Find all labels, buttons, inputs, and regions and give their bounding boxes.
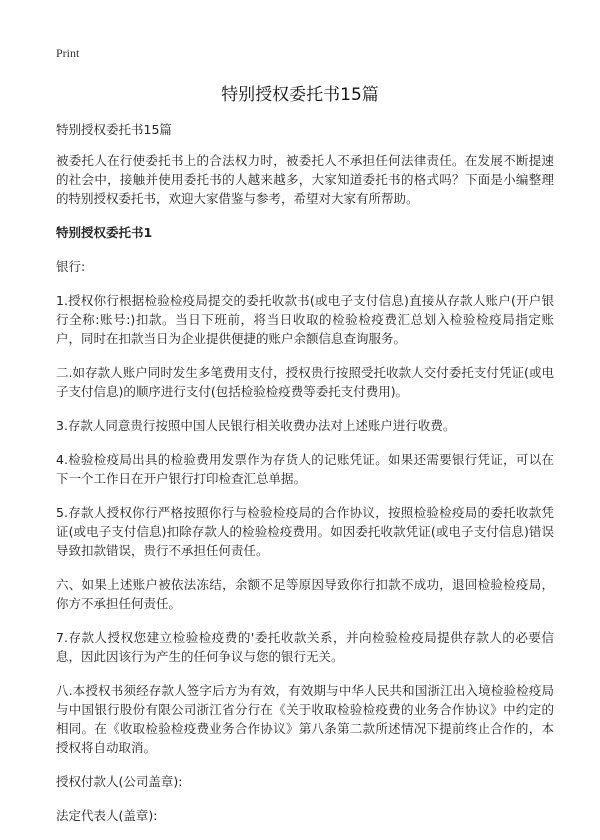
clause-paragraph: 1.授权你行根据检验检疫局提交的委托收款书(或电子支付信息)直接从存款人账户(开户银行全称:账号:)扣款。当日下班前，将当日收取的检验检疫费汇总划入检验检疫局指定账户，同时在扣款当日为企业提供便捷的账户余额信息查询服务。	[56, 293, 554, 346]
document-body	[56, 151, 554, 840]
clause-paragraph: 7.存款人授权您建立检验检疫费的'委托收款关系，并向检验检疫局提供存款人的必要信息，因此因该行为产生的任何争议与您的银行无关。	[56, 630, 554, 664]
signature-line-payer: 授权付款人(公司盖章):	[56, 774, 183, 789]
clause-paragraph: 3.存款人同意贵行按照中国人民银行相关收费办法对上述账户进行收费。	[56, 418, 456, 433]
page-title: 特别授权委托书15篇	[221, 85, 379, 105]
intro-paragraph: 被委托人在行使委托书上的合法权力时，被委托人不承担任何法律责任。在发展不断提速的社会中，接触并使用委托书的人越来越多，大家知道委托书的格式吗？下面是小编整理的特别授权委托书，欢迎大家借鉴与参考，希望对大家有所帮助。	[56, 153, 554, 206]
bank-line: 银行:	[56, 259, 86, 274]
signature-line-representative: 法定代表人(盖章):	[56, 808, 158, 823]
clause-paragraph: 六、如果上述账户被依法冻结，余额不足等原因导致你行扣款不成功，退回检验检疫局，你方不承担任何责任。	[56, 577, 554, 611]
document-subtitle: 特别授权委托书15篇	[56, 122, 172, 137]
clause-paragraph: 4.检验检疫局出具的检验费用发票作为存货人的记账凭证。如果还需要银行凭证，可以在下一个工作日在开户银行打印检查汇总单据。	[56, 452, 554, 486]
clause-paragraph: 二.如存款人账户同时发生多笔费用支付，授权贵行按照受托收款人交付委托支付凭证(或电子支付信息)的顺序进行支付(包括检验检疫费等委托支付费用)。	[56, 365, 554, 399]
clause-paragraph: 八.本授权书须经存款人签字后方为有效，有效期与中华人民共和国浙江出入境检验检疫局与中国银行股份有限公司浙江省分行在《关于收取检验检疫费的业务合作协议》中约定的相同。在《收取检验检疫费业务合作协议》第八条第二款所述情况下提前终止合作的，本授权将自动取消。	[56, 683, 554, 755]
clause-paragraph: 5.存款人授权你行严格按照你行与检验检疫局的合作协议，按照检验检疫局的委托收款凭证(或电子支付信息)扣除存款人的检验检疫费用。如因委托收款凭证(或电子支付信息)错误导致扣款错误，贵行不承担任何责任。	[56, 505, 554, 558]
print-link[interactable]: Print	[56, 46, 80, 60]
section-heading: 特别授权委托书1	[56, 225, 153, 240]
